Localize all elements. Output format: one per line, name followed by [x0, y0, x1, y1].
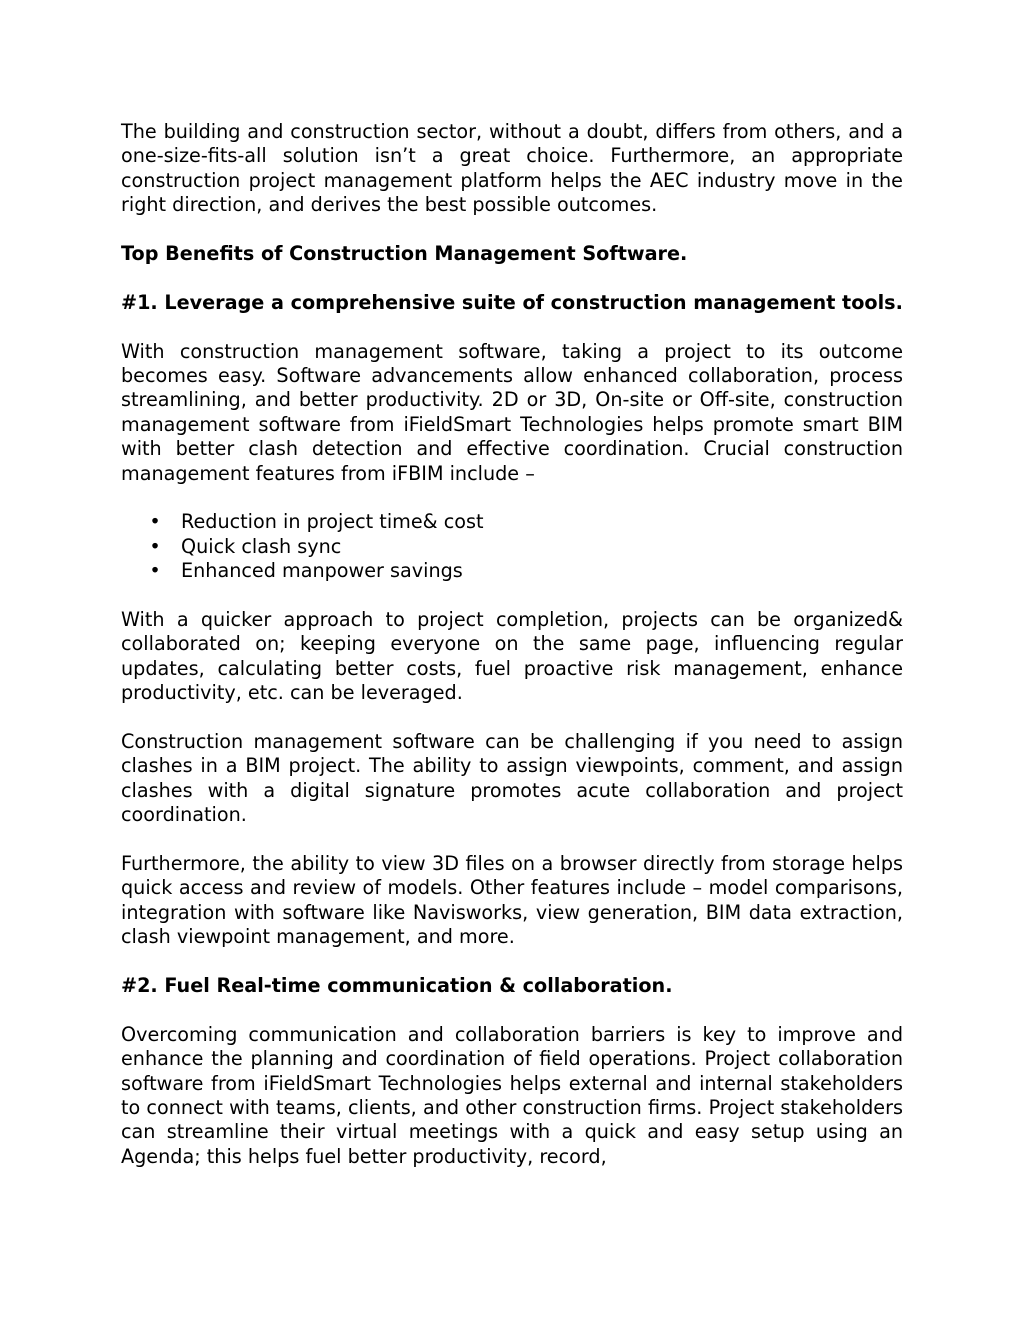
section-1-paragraph-2: With a quicker approach to project completion, projects can be organized& collaborated on; keeping everyone on the same page, influencing regular updates, calculating better costs, fuel proactive risk management, enhance productivity, etc. can be leveraged.: [121, 608, 903, 705]
main-heading: Top Benefits of Construction Management Software.: [121, 242, 688, 266]
bullet-icon: •: [149, 534, 161, 558]
intro-paragraph: The building and construction sector, without a doubt, differs from others, and a one-size-fits-all solution isn’t a great choice. Furthermore, an appropriate construction project management platform helps the AEC industry move in the right direction, and derives the best possible outcomes.: [121, 120, 903, 217]
bullet-icon: •: [149, 559, 161, 583]
section-1-paragraph-1: With construction management software, taking a project to its outcome becomes easy. Software advancements allow enhanced collaboration, process streamlining, and better productivity. 2D or 3D, On-site or Off-site, construction management software from iFieldSmart Technologies helps promote smart BIM with better clash detection and effective coordination. Crucial construction management features from iFBIM include –: [121, 339, 903, 485]
section-1-paragraph-4: Furthermore, the ability to view 3D files on a browser directly from storage helps quick access and review of models. Other features include – model comparisons, integration with software like Navisworks, view generation, BIM data extraction, clash viewpoint management, and more.: [121, 852, 903, 949]
list-item: [121, 559, 903, 583]
list-item-text: Enhanced manpower savings: [181, 559, 463, 583]
section-2-paragraph-1: Overcoming communication and collaboration barriers is key to improve and enhance the planning and coordination of field operations. Project collaboration software from iFieldSmart Technologies helps external and internal stakeholders to connect with teams, clients, and other construction firms. Project stakeholders can streamline their virtual meetings with a quick and easy setup using an Agenda; this helps fuel better productivity, record,: [121, 1022, 903, 1168]
feature-list: [121, 510, 903, 583]
section-1-heading: #1. Leverage a comprehensive suite of construction management tools.: [121, 290, 903, 314]
document-page: [121, 120, 903, 1194]
section-1-paragraph-3: Construction management software can be challenging if you need to assign clashes in a BIM project. The ability to assign viewpoints, comment, and assign clashes with a digital signature promotes acute collaboration and project coordination.: [121, 730, 903, 827]
list-item: [121, 510, 903, 534]
bullet-icon: •: [149, 510, 161, 534]
list-item: [121, 535, 903, 559]
section-2-heading: #2. Fuel Real-time communication & collaboration.: [121, 974, 673, 998]
list-item-text: Quick clash sync: [181, 534, 342, 558]
list-item-text: Reduction in project time& cost: [181, 510, 484, 534]
